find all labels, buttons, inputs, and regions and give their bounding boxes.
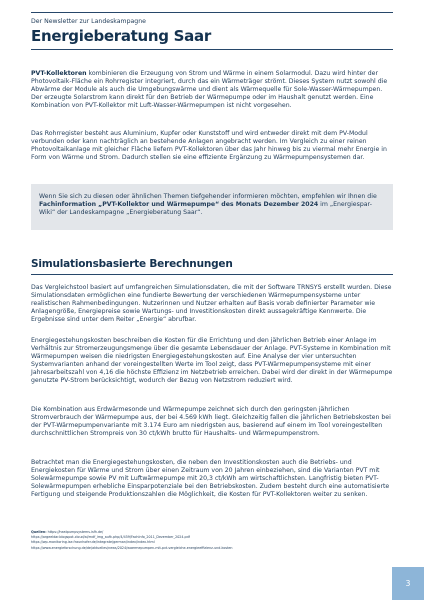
title-divider bbox=[31, 49, 393, 50]
fachinformation-link[interactable]: Fachinformation „PVT-Kollektor und Wärmepumpe“ des Monats Dezember 2024 bbox=[39, 201, 319, 209]
section-paragraph-3: Die Kombination aus Erdwärmesonde und Wärmepumpe zeichnet sich durch den geringsten jährlichen Stromverbrauch der Wärmepumpe aus, der bei 4.569 kWh liegt. Gleichzeitig fallen die jährlichen Betriebskosten bei der PVT-Wärmepumpenvariante mit 3.174 Euro am niedrigsten aus, basierend auf einem im Tool voreingestellten durchschnittlichen Strompreis von 30 ct/kWh brutto für Haushalts- und Wärmepumpenstrom. bbox=[31, 406, 391, 438]
source-link[interactable]: https://www.energieforschung.de/de/aktuelles/news/2024/waermepumpen-mit-pvt-vergleiche-energieeffizienz-und-kosten bbox=[31, 545, 233, 550]
section-paragraph-1: Das Vergleichstool basiert auf umfangreichen Simulationsdaten, die mit der Software TRNSYS erstellt wurden. Diese Simulationsdaten ermöglichen eine fundierte Bewertung der verschiedenen Wärmepumpensysteme unter realistischen Rahmenbedingungen. Nutzerinnen und Nutzer erhalten auf Basis vorab definierter Parameter wie Anlagengröße, Energiepreise sowie Wartungs- und Investitionskosten direkt aussagekräftige Kennwerte. Die Ergebnisse sind unter dem Reiter „Energie“ abrufbar. bbox=[31, 284, 392, 324]
info-box bbox=[31, 184, 393, 230]
section-divider bbox=[31, 274, 393, 275]
intro-paragraph-2: Das Rohrregister besteht aus Aluminium, Kupfer oder Kunststoff und wird entweder direkt mit dem PV-Modul verbunden oder kann nachträglich an bestehende Anlagen angebracht werden. Im Vergleich zu einer reinen Photovoltaikanlage mit gleicher Fläche liefern PVT-Kollektoren über das Jahr hinweg bis zu viermal mehr Energie in Form von Wärme und Strom. Dadurch stellen sie eine effiziente Ergänzung zu Wärmepumpensystemen dar. bbox=[31, 130, 387, 162]
sources-list bbox=[31, 530, 393, 551]
pvt-term: PVT-Kollektoren bbox=[31, 70, 87, 77]
intro-paragraph-1-text: kombinieren die Erzeugung von Strom und Wärme in einem Solarmodul. Dazu wird hinter der Photovoltaik-Fläche ein Rohrregister integriert, durch das ein Wärmeträger strömt. Dieses System nutzt sowohl die Abwärme der Module als auch die Umgebungswärme und dient als Wärmequelle für Sole-Wasser-Wärmepumpen. Der erzeugte Solarstrom kann direkt für den Betrieb der Wärmepumpe oder im Haushalt genutzt werden. Eine Kombination von PVT-Kollektor mit Luft-Wasser-Wärmepumpen ist nicht vorgesehen. bbox=[31, 70, 388, 110]
intro-paragraph-1 bbox=[31, 70, 393, 110]
source-link[interactable]: https://heatpumpsystems.isfh.de/ bbox=[46, 530, 104, 534]
newsletter-kicker: Der Newsletter zur Landeskampagne bbox=[31, 18, 146, 25]
page-number: 3 bbox=[392, 567, 424, 600]
section-paragraph-4: Betrachtet man die Energiegestehungskosten, die neben den Investitionskosten auch die Betriebs- und Energiekosten für Wärme und Strom über einen Zeitraum von 20 Jahren einbeziehen, sind die Varianten PVT mit Solewärmepumpe sowie PV mit Luftwärmepumpe mit 20,3 ct/kWh am wirtschaftlichsten. Langfristig bieten PVT-Solewärmepumpen erhebliche Einsparpotenziale bei den Betriebskosten. Zudem besteht durch eine automatisierte Fertigung und steigende Produktionszahlen die Möglichkeit, die Kosten für PVT-Kollektoren weiter zu senken. bbox=[31, 459, 390, 499]
header-top-rule bbox=[31, 12, 393, 13]
section-paragraph-2: Energiegestehungskosten beschreiben die Kosten für die Errichtung und den jährlichen Betrieb einer Anlage im Verhältnis zur Stromerzeugungsmenge über die gesamte Lebensdauer der Anlage. PVT-Systeme in Kombination mit Wärmepumpen weisen die niedrigsten Energiegestehungskosten auf. Eine Analyse der vier untersuchten Systemvarianten anhand der voreingestellten Werte im Tool zeigt, dass PVT-Wärmepumpensysteme mit einer Jahresarbeitszahl von 4,16 die höchste Effizienz im Netzbetrieb erreichen. Dabei wird der direkt in der Wärmepumpe genutzte PV-Strom berücksichtigt, wodurch der Bezug von Netzstrom reduziert wird. bbox=[31, 337, 393, 385]
source-line: Quellen: https://heatpumpsystems.isfh.de/ bbox=[31, 530, 104, 534]
page-title: Energieberatung Saar bbox=[31, 27, 211, 45]
info-box-text: Wenn Sie sich zu diesen oder ähnlichen Themen tiefgehender informieren möchten, empfehlen wir Ihnen die Fachinformation „PVT-Kollektor und Wärmepumpe“ des Monats Dezember 2024 im „Energiespar-Wiki“ der Landeskampagne „Energieberatung Saar“. bbox=[39, 193, 377, 217]
source-link[interactable]: https://argeeldar.blogspot.cloud/ai/mdf_img_aufk.php/4/459/FachInfo_2011_Dezember_2024.pdf bbox=[31, 535, 190, 540]
source-link[interactable]: https://wp-monitoring.ise.fraunhofer.de/integrate/german/index/index.html bbox=[31, 540, 155, 545]
section-heading: Simulationsbasierte Berechnungen bbox=[31, 258, 233, 270]
